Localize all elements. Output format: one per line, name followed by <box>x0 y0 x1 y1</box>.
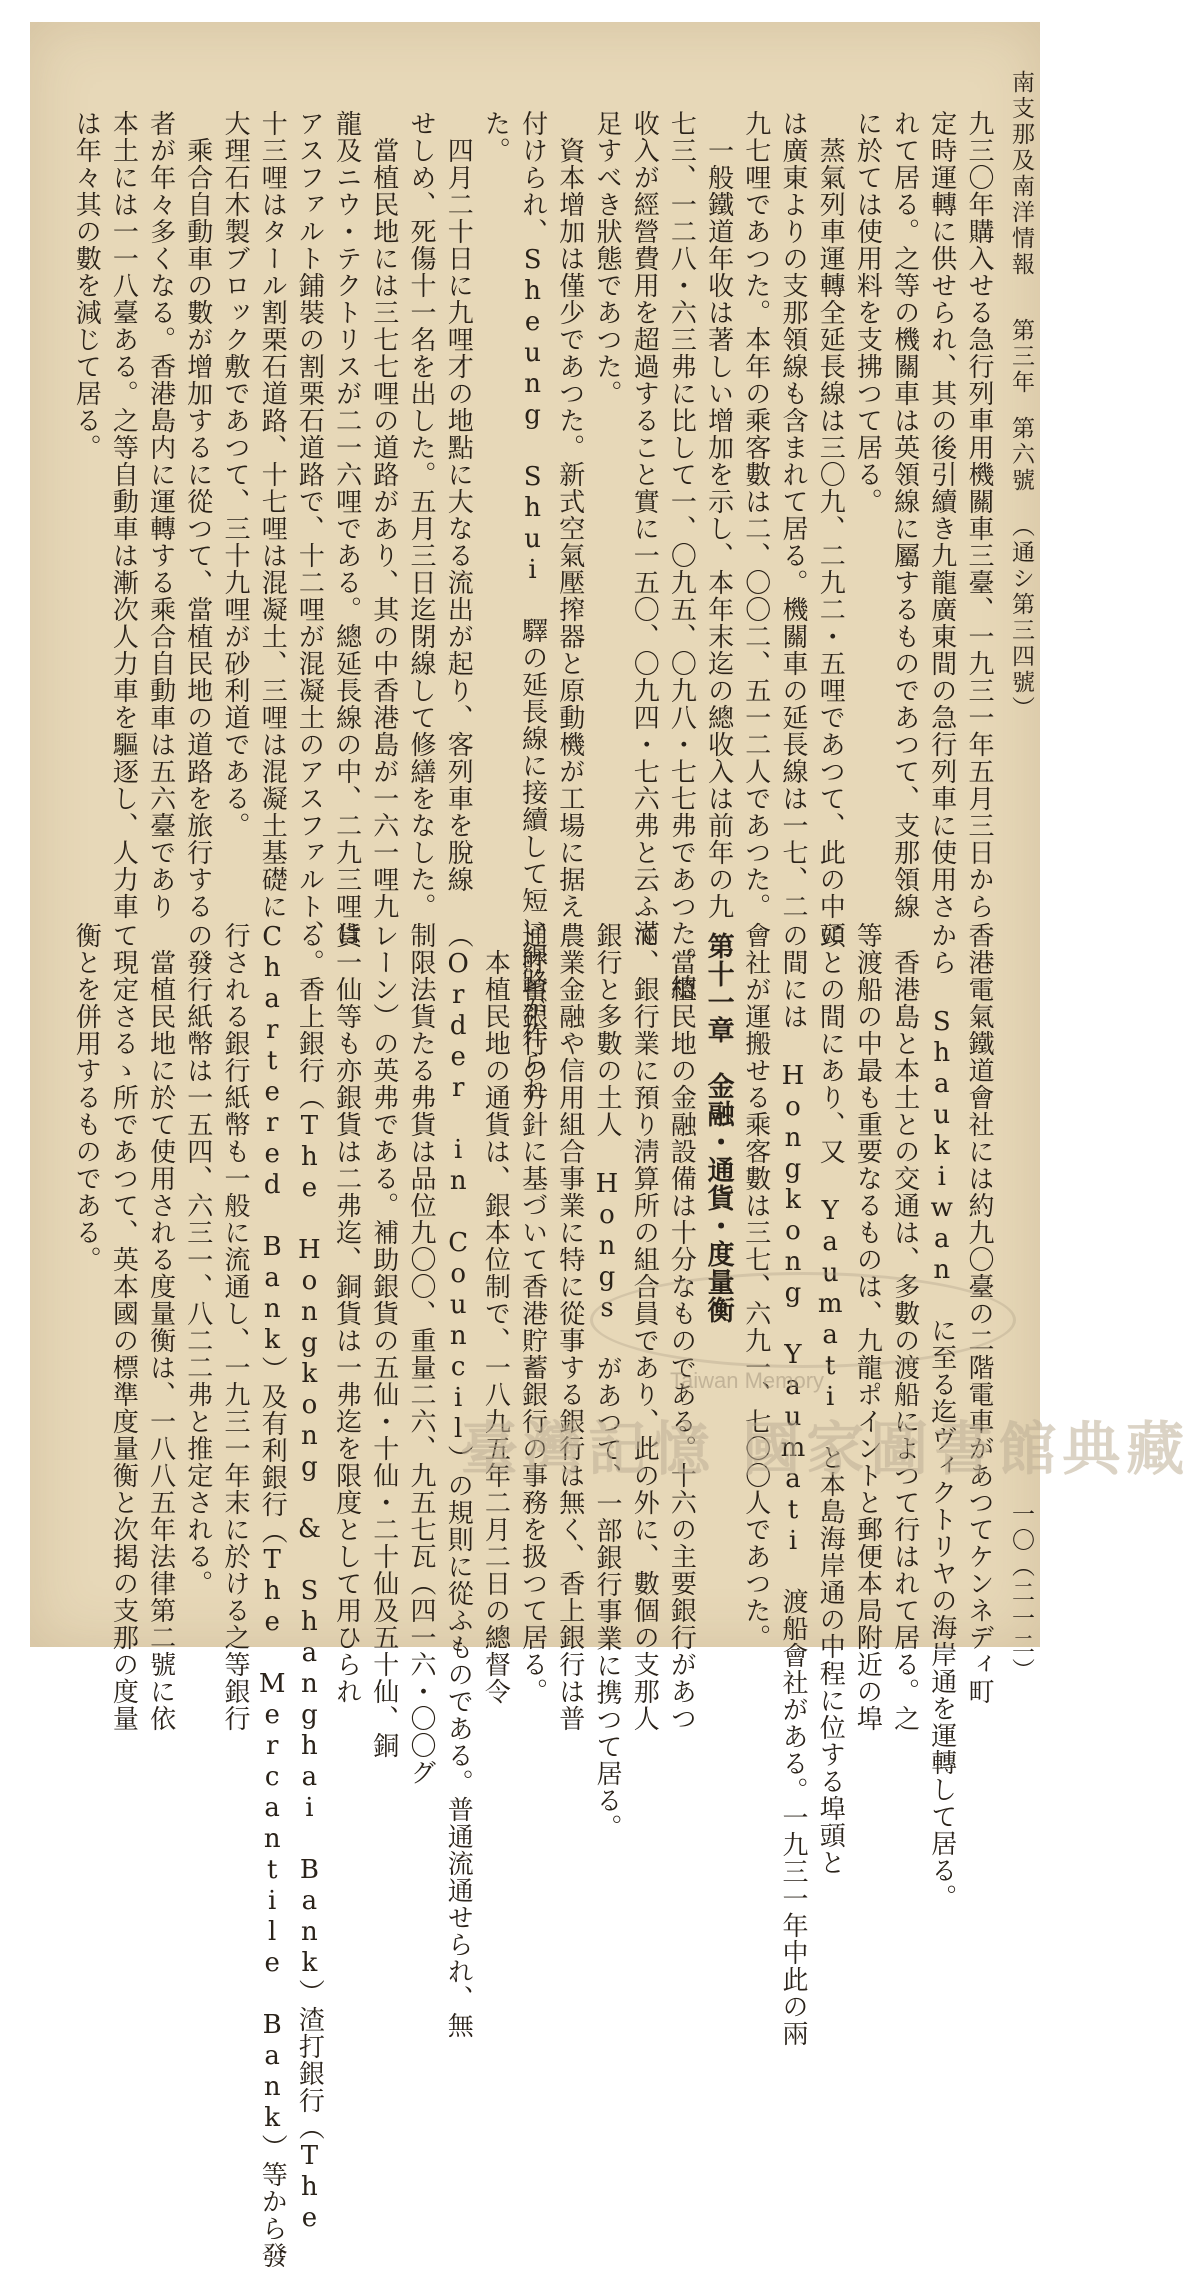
text-column: 龍及ニウ・テクトリスが二一六哩である。總延長線の中、二九三哩は <box>331 110 362 947</box>
text-column: 本土には一一八臺ある。之等自動車は漸次人力車を驅逐し、人力車 <box>108 110 139 920</box>
volume-label: 第三年 <box>1008 318 1034 396</box>
text-column: る。香上銀行（The Hongkong & Shanghai Bank）渣打銀行（The <box>294 922 325 2234</box>
text-column: 足すべき狀態であつた。 <box>592 110 622 407</box>
text-column: は年々其の數を減じて居る。 <box>71 110 102 461</box>
text-column: 等渡船の中最も重要なるものは、九龍ポイントと郵便本局附近の埠 <box>852 922 883 1732</box>
cumulative-issue-label: （通シ第三四號） <box>1008 514 1034 722</box>
text-column: 乘合自動車の數が增加するに從つて、當植民地の道路を旅行する <box>182 110 213 920</box>
text-column: に於ては使用料を支拂つて居る。 <box>852 110 883 515</box>
text-column: の發行紙幣は一五四、六三一、八二二弗と推定される。 <box>182 922 213 1597</box>
text-column: Chartered Bank）及有利銀行（The Mercantile Bank）等から發 <box>257 922 288 2269</box>
running-header <box>1005 70 1038 722</box>
text-column: 九七哩であつた。本年の乘客數は二、〇〇二、五一二人であつた。 <box>740 110 771 920</box>
watermark-subtitle: Taiwan Memory <box>670 1368 825 1393</box>
text-column: 貨一仙等も亦銀貨は二弗迄、銅貨は一弗迄を限度として用ひられ <box>331 922 362 1705</box>
text-column: から Shaukiwan に至る迄ヴィクトリヤの海岸通を運轉して居る。 <box>926 922 957 1911</box>
text-column: 制限法貨たる弗貨は品位九〇〇、重量二六、九五七瓦（四一六・〇〇グ <box>406 922 436 1786</box>
text-column: 者が年々多くなる。香港島内に運轉する乘合自動車は五六臺であり <box>145 110 176 920</box>
text-column: 農業金融や信用組合事業に特に從事する銀行は無く、香上銀行は普 <box>554 922 585 1732</box>
page-number: 一〇（二一二） <box>1008 1502 1034 1684</box>
text-column: 收入が經營費用を超過すること實に一五〇、〇九四・七六弗と云ふ滿 <box>629 110 660 947</box>
chapter-heading: 第十一章 金融・通貨・度量衡 <box>702 932 734 1324</box>
text-column: 頭との間にあり、又 Yaumati と本島海岸通の中程に位する埠頭と <box>815 922 846 1876</box>
text-column: せしめ、死傷十一名を出した。五月三日迄閉線して修繕をなした。 <box>406 110 436 920</box>
text-column: 四月二十日に九哩才の地點に大なる流出が起り、客列車を脫線 <box>443 110 474 893</box>
text-column: 付けられ、Sheung Shui 驛の延長線に接續して短い線路が作られ <box>517 110 548 1103</box>
text-column: た。 <box>480 110 511 164</box>
issue-label: 第六號 <box>1008 416 1034 494</box>
text-column: 銀行と多數の土人 Hongs があつて、一部銀行事業に携つて居る。 <box>592 922 622 1841</box>
text-column: の間には Hongkong Yaumati 渡船會社がある。一九三一年中此の兩 <box>778 922 808 2047</box>
text-column: て現定さるゝ所であつて、英本國の標準度量衡と次掲の支那の度量 <box>108 922 139 1732</box>
text-column: 當植民地には三七七哩の道路があり、其の中香港島が一六一哩九 <box>368 110 399 920</box>
text-column: 通貯蓄銀行の方針に基づいて香港貯蓄銀行の事務を扱つて居る。 <box>517 922 548 1705</box>
text-column: 香港電氣鐵道會社には約九〇臺の二階電車があつてケンネディ町 <box>964 922 994 1705</box>
book-page <box>30 22 1190 2269</box>
text-column: 七三、一二八・六三弗に比して一、〇九五、〇九八・七七弗であつた。總 <box>666 110 697 1001</box>
text-column: て、銀行業に預り淸算所の組合員であり、此の外に、數個の支那人 <box>629 922 660 1732</box>
text-column: 當植民地の金融設備は十分なものである。十六の主要銀行があつ <box>666 922 697 1732</box>
journal-title: 南支那及南洋情報 <box>1008 70 1034 278</box>
watermark-logo-icon <box>590 1272 1016 1368</box>
text-column: 會社が運搬せる乘客數は三七、六九一、七〇〇人であつた。 <box>740 922 771 1651</box>
text-column: 定時運轉に供せられ、其の後引續き九龍廣東間の急行列車に使用さ <box>926 110 957 920</box>
text-column: 衡とを併用するものである。 <box>71 922 102 1273</box>
text-column: 本植民地の通貨は、銀本位制で、一八九五年二月二日の總督令 <box>480 922 511 1705</box>
text-column: アスファルト鋪裝の割栗石道路で、十二哩が混凝土のアスファルト、 <box>294 110 325 947</box>
text-column: 蒸氣列車運轉全延長線は三〇九、二九二・五哩であつて、此の中に <box>815 110 846 947</box>
text-column: れて居る。之等の機關車は英領線に屬するものであつて、支那領線 <box>889 110 920 920</box>
text-column: レーン）の英弗である。補助銀貨の五仙・十仙・二十仙及五十仙、銅 <box>368 922 399 1759</box>
text-column: 當植民地に於て使用される度量衡は、一八八五年法律第二號に依 <box>145 922 176 1732</box>
text-column: 資本增加は僅少であつた。新式空氣壓搾器と原動機が工場に据え <box>554 110 585 920</box>
text-column: 一般鐵道年收は著しい增加を示し、本年末迄の總收入は前年の九 <box>703 110 734 920</box>
watermark-text: 臺灣記憶 國家圖書館典藏 <box>460 1415 1190 1483</box>
text-column: 大理石木製ブロック敷であつて、三十九哩が砂利道である。 <box>220 110 250 839</box>
text-column: （Order in Council）の規則に從ふものである。普通流通せられ、無 <box>443 922 474 2039</box>
text-column: 九三〇年購入せる急行列車用機關車三臺、一九三一年五月三日から <box>964 110 994 920</box>
text-column: 行される銀行紙幣も一般に流通し、一九三一年末に於ける之等銀行 <box>220 922 250 1732</box>
text-column: 十三哩はタール割栗石道路、十七哩は混凝土、三哩は混凝土基礎に <box>257 110 288 920</box>
text-column: は廣東よりの支那領線も含まれて居る。機關車の延長線は一七、二 <box>778 110 808 920</box>
text-column: 香港島と本土との交通は、多數の渡船によつて行はれて居る。之 <box>889 922 920 1732</box>
